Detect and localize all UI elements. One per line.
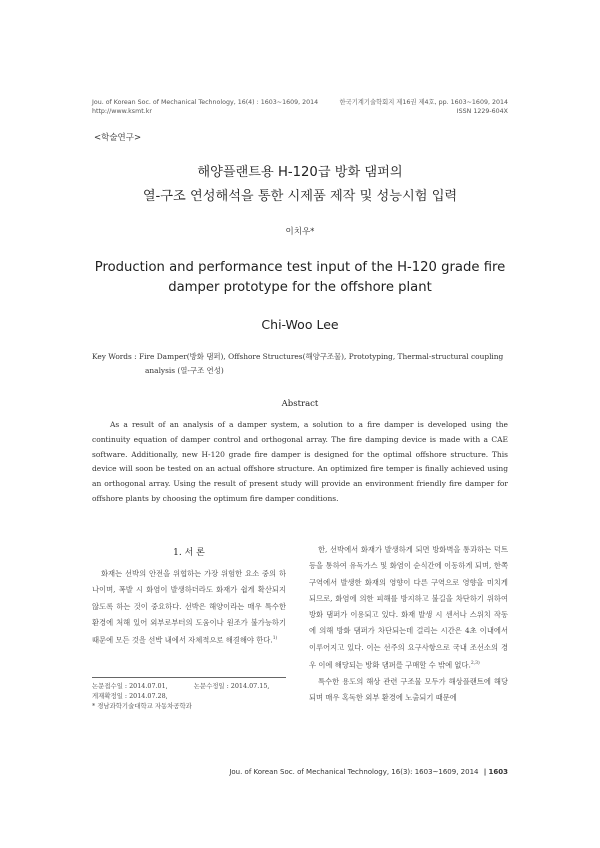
left-column — [92, 566, 286, 649]
english-title-line2: damper prototype for the offshore plant — [168, 280, 432, 295]
author-affiliation: * 경남과학기술대학교 자동차공학과 — [92, 702, 192, 710]
left-paragraph-text: 화재는 선박의 안전을 위협하는 가장 위험한 요소 중의 하나이며, 폭발 시 화염이 발생하더라도 화재가 쉽게 확산되지 않도록 하는 것이 중요하다. 선박은 해양이라는 매우 특수한 환경에 처해 있어 외부로부터의 도움이나 원조가 불가능하기 때문에 모든 것을 선박 내에서 자체적으로 해결해야 한다. — [92, 569, 286, 645]
abstract-text: As a result of an analysis of a damper system, a solution to a fire damper is developed using the continuity equation of damper control and orthogonal array. The fire damping device is made with a CAE software. Additionally, new H-120 grade fire damper is designed for the optimal offshore structure. This device will soon be tested on an actual offshore structure. An optimized fire temper is finally achieved using an orthogonal array. Using the result of present study will provide an environment friendly fire damper for offshore plants by choosing the optimum fire damper conditions. — [92, 420, 508, 503]
left-column-paragraph — [92, 566, 286, 649]
received-date: 논문접수일 : 2014.07.01, — [92, 682, 168, 690]
english-author: Chi-Woo Lee — [261, 317, 339, 332]
page-footer — [229, 768, 508, 776]
article-category: <학술연구> — [94, 133, 142, 143]
footnotes — [92, 681, 292, 711]
abstract-body — [92, 418, 508, 507]
header-korean-citation: 한국기계기술학회지 제16권 제4호, pp. 1603~1609, 2014 — [339, 99, 508, 106]
right-column-paragraph1 — [309, 542, 508, 674]
korean-author: 이치우* — [285, 227, 315, 237]
revised-date: 논문수정일 : 2014.07.15, — [193, 682, 270, 690]
keywords-line1: Key Words : Fire Damper(방화 댐퍼), Offshore Structures(해양구조물), Prototyping, Thermal-structural coupling — [92, 352, 504, 361]
right-column — [309, 542, 508, 706]
english-title-line1: Production and performance test input of the H-120 grade fire — [94, 260, 506, 275]
keywords-line2: analysis (열-구조 연성) — [145, 366, 224, 375]
section-heading-introduction: 1. 서 론 — [173, 548, 205, 558]
footer-separator: | — [483, 768, 487, 776]
korean-title-line1: 해양플랜트용 H-120급 방화 댐퍼의 — [197, 165, 403, 180]
korean-title-line2: 열-구조 연성해석을 통한 시제품 제작 및 성능시험 입력 — [142, 189, 458, 204]
abstract-heading: Abstract — [281, 399, 319, 409]
footer-journal: Jou. of Korean Soc. of Mechanical Technology, 16(3): 1603~1609, 2014 — [229, 768, 479, 776]
left-paragraph-citation: 1) — [272, 636, 278, 642]
header-journal-citation: Jou. of Korean Soc. of Mechanical Technology, 16(4) : 1603~1609, 2014 — [92, 99, 319, 106]
right-paragraph1-text: 한, 선박에서 화재가 발생하게 되면 방화벽을 통과하는 덕트 등을 통하여 유독가스 및 화염이 순식간에 이동하게 되며, 한쪽 구역에서 발생한 화재의 영향이 다른 구역으로 영향을 미치게 되므로, 화염에 의한 피해를 방지하고 불길을 차단하기 위하여 방화 댐퍼가 이용되고 있다. 화재 발생 시 센서나 스위치 작동에 의해 방화 댐퍼가 차단되는데 걸리는 시간은 4초 이내에서 이루어지고 있다. 이는 선주의 요구사항으로 국내 조선소의 경우 이에 해당되는 방화 댐퍼를 구매할 수 밖에 없다. — [309, 545, 508, 670]
footer-page-number: 1603 — [488, 768, 508, 776]
right-paragraph1-citation: 2,3) — [470, 661, 480, 667]
header-issn: ISSN 1229-604X — [456, 108, 508, 115]
right-column-paragraph2: 특수한 용도의 해상 관련 구조물 모두가 해상플랜트에 해당되며 매우 혹독한 외부 환경에 노출되기 때문에 — [309, 676, 508, 703]
accepted-date: 게재확정일 : 2014.07.28, — [92, 692, 168, 700]
header-journal-url: http://www.ksmt.kr — [92, 108, 152, 115]
footnote-divider — [92, 677, 286, 678]
